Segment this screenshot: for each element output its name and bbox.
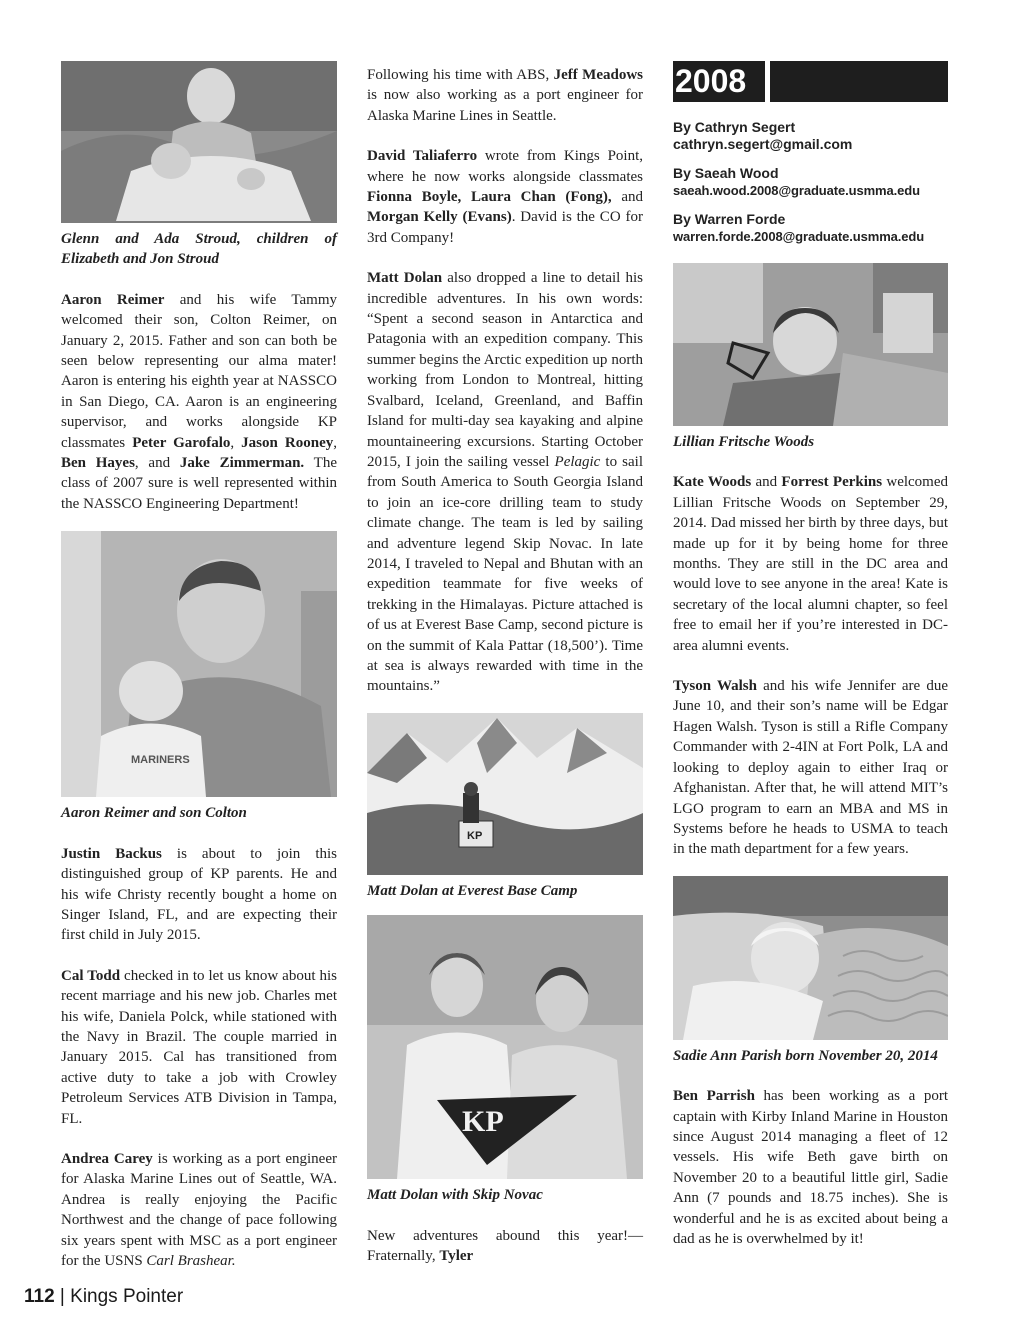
paragraph-closing: New adventures abound this year!— Fraternally, Tyler <box>367 1227 643 1264</box>
paragraph-walsh: Tyson Walsh and his wife Jennifer are due June 10, and their son’s name will be Edgar Hagen Walsh. Tyson is still a Rifle Company Commander with 2-4IN at Fort Polk, LA and looking to deploy again to either Iraq or Afghanistan. After that, he will attend MIT’s LGO program to earn an MBA and MS in Systems before he heads to USMA to teach in the math department for a few years. <box>673 678 948 858</box>
column-right <box>673 61 948 1249</box>
caption-sadie: Sadie Ann Parish born November 20, 2014 <box>673 1047 938 1064</box>
name-justin-backus: Justin Backus <box>61 845 162 862</box>
paragraph-dolan: Matt Dolan also dropped a line to detail his incredible adventures. In his own words: “Spent a second season in Antarctica and Patagonia with an expedition company. This summer begins the Arctic expedition up north working from London to Montreal, hitting Svalbard, Iceland, Greenland, and Baffin Island for multi-day sea kayaking and alpine mountaineering excursions. Starting October 2015, I join the sailing vessel Pelagic to sail from South America to South Georgia Island to join an ice-core drilling team to study climate change. The team is led by sailing and adventure legend Skip Novac. In late 2014, I traveled to Nepal and Bhutan with an expedition teammate for five weeks of trekking in the Himalayas. Picture attached is of us at Everest Base Camp, second picture is on the summit of Kala Pattar (18,500’). Time at sea is always rewarded with time in the mountains.” <box>367 270 644 695</box>
caption-everest: Matt Dolan at Everest Base Camp <box>367 882 578 899</box>
name-matt-dolan: Matt Dolan <box>367 270 443 287</box>
paragraph-carey: Andrea Carey is working as a port engineer for Alaska Marine Lines out of Seattle, WA. Andrea is really enjoying the Pacific Northwest and the change of pace following six years spent with MSC as a port engineer for the USNS Carl Brashear. <box>61 1150 337 1269</box>
name-kate-woods: Kate Woods <box>673 474 752 491</box>
photo-lillian-woods <box>673 263 948 426</box>
photo-novac-image <box>367 915 643 1179</box>
paragraph-reimer: Aaron Reimer and his wife Tammy welcomed their son, Colton Reimer, on January 2, 2015. Father and son can both be seen below representing our alma mater! Aaron is entering his eighth year at NASSCO in San Diego, CA. Aaron is an engineering supervisor, and works alongside KP classmates Peter Garofalo, Jason Rooney, Ben Hayes, and Jake Zimmerman. The class of 2007 sure is well represented within the NASSCO Engineering Department! <box>61 291 338 512</box>
publication-name: Kings Pointer <box>70 1286 184 1307</box>
column-middle <box>367 65 643 1266</box>
everest-sign-text: KP <box>467 829 483 842</box>
paragraph-meadows: Following his time with ABS, Jeff Meadows is now also working as a port engineer for Alaska Marine Lines in Seattle. <box>367 67 643 124</box>
column-left <box>61 61 337 1271</box>
caption-reimer: Aaron Reimer and son Colton <box>61 805 247 822</box>
year-label: 2008 <box>673 61 765 102</box>
name-andrea-carey: Andrea Carey <box>61 1150 153 1167</box>
year-header-bar <box>673 61 948 102</box>
page-footer <box>24 1286 183 1308</box>
paragraph-todd: Cal Todd checked in to let us know about his recent marriage and his new job. Charles met his wife, Daniela Polck, while stationed with the Navy in Brazil. The couple married in January 2015. Cal has transitioned from active duty to take a job with Crowley Petroleum Services ATB Division in Tampa, FL. <box>61 967 337 1127</box>
name-tyson-walsh: Tyson Walsh <box>673 678 757 695</box>
photo-reimer-image <box>61 531 337 797</box>
photo-everest-image <box>367 713 643 875</box>
year-bar-fill <box>770 61 948 102</box>
name-tyler: Tyler <box>439 1248 474 1264</box>
photo-lillian-image <box>673 263 948 426</box>
photo-everest-base-camp <box>367 713 643 875</box>
svg-text:MARINERS: MARINERS <box>131 754 190 767</box>
caption-stroud: Glenn and Ada Stroud, children of Elizabeth and Jon Stroud <box>61 231 337 268</box>
photo-stroud-image <box>61 61 337 223</box>
paragraph-parrish: Ben Parrish has been working as a port captain with Kirby Inland Marine in Houston since August 2014 managing a fleet of 12 vessels. His wife Beth gave birth on November 20 to a beautiful little girl, Sadie Ann (7 pounds and 18.75 inches). She is wonderful and he is as excited about being a dad as he is overwhelmed by it! <box>673 1088 948 1247</box>
name-forrest-perkins: Forrest Perkins <box>781 474 883 491</box>
byline-forde: By Warren Forde warren.forde.2008@graduate.usmma.edu <box>673 211 948 245</box>
caption-novac: Matt Dolan with Skip Novac <box>367 1187 543 1204</box>
name-ben-parrish: Ben Parrish <box>673 1088 755 1105</box>
name-cal-todd: Cal Todd <box>61 967 121 984</box>
name-jeff-meadows: Jeff Meadows <box>553 67 643 83</box>
photo-stroud-children <box>61 61 337 223</box>
email-segert[interactable]: cathryn.segert@gmail.com <box>673 136 853 152</box>
paragraph-woods: Kate Woods and Forrest Perkins welcomed Lillian Fritsche Woods on September 29, 2014. Dad missed her birth by three days, but made up for it by being home for three months. They are still in the DC area and would love to see anyone in the area! Kate is secretary of the local alumni chapter, so feel free to email her if you’re interested in DC-area alumni events. <box>673 474 948 654</box>
photo-reimer-and-son <box>61 531 337 797</box>
bylines <box>673 119 948 245</box>
byline-segert: By Cathryn Segert cathryn.segert@gmail.com <box>673 119 948 153</box>
name-aaron-reimer: Aaron Reimer <box>61 291 165 308</box>
paragraph-backus: Justin Backus is about to join this distinguished group of KP parents. He and his wife Christy recently bought a home on Singer Island, FL, and are expecting their first child in July 2015. <box>61 845 337 944</box>
photo-dolan-with-novac <box>367 915 643 1179</box>
name-david-taliaferro: David Taliaferro <box>367 148 478 165</box>
caption-lillian: Lillian Fritsche Woods <box>673 434 815 450</box>
paragraph-taliaferro: David Taliaferro wrote from Kings Point, where he now works alongside classmates Fionna Boyle, Laura Chan (Fong), and Morgan Kelly (Evans). David is the CO for 3rd Company! <box>367 148 644 246</box>
email-wood[interactable]: saeah.wood.2008@graduate.usmma.edu <box>673 183 920 198</box>
page-number: 112 <box>24 1286 55 1307</box>
byline-wood: By Saeah Wood saeah.wood.2008@graduate.usmma.edu <box>673 165 948 199</box>
photo-sadie-image <box>673 876 948 1040</box>
footer-separator: | <box>54 1286 71 1307</box>
pennant-text: KP <box>462 1105 504 1139</box>
email-forde[interactable]: warren.forde.2008@graduate.usmma.edu <box>673 229 925 244</box>
photo-sadie-ann <box>673 876 948 1040</box>
